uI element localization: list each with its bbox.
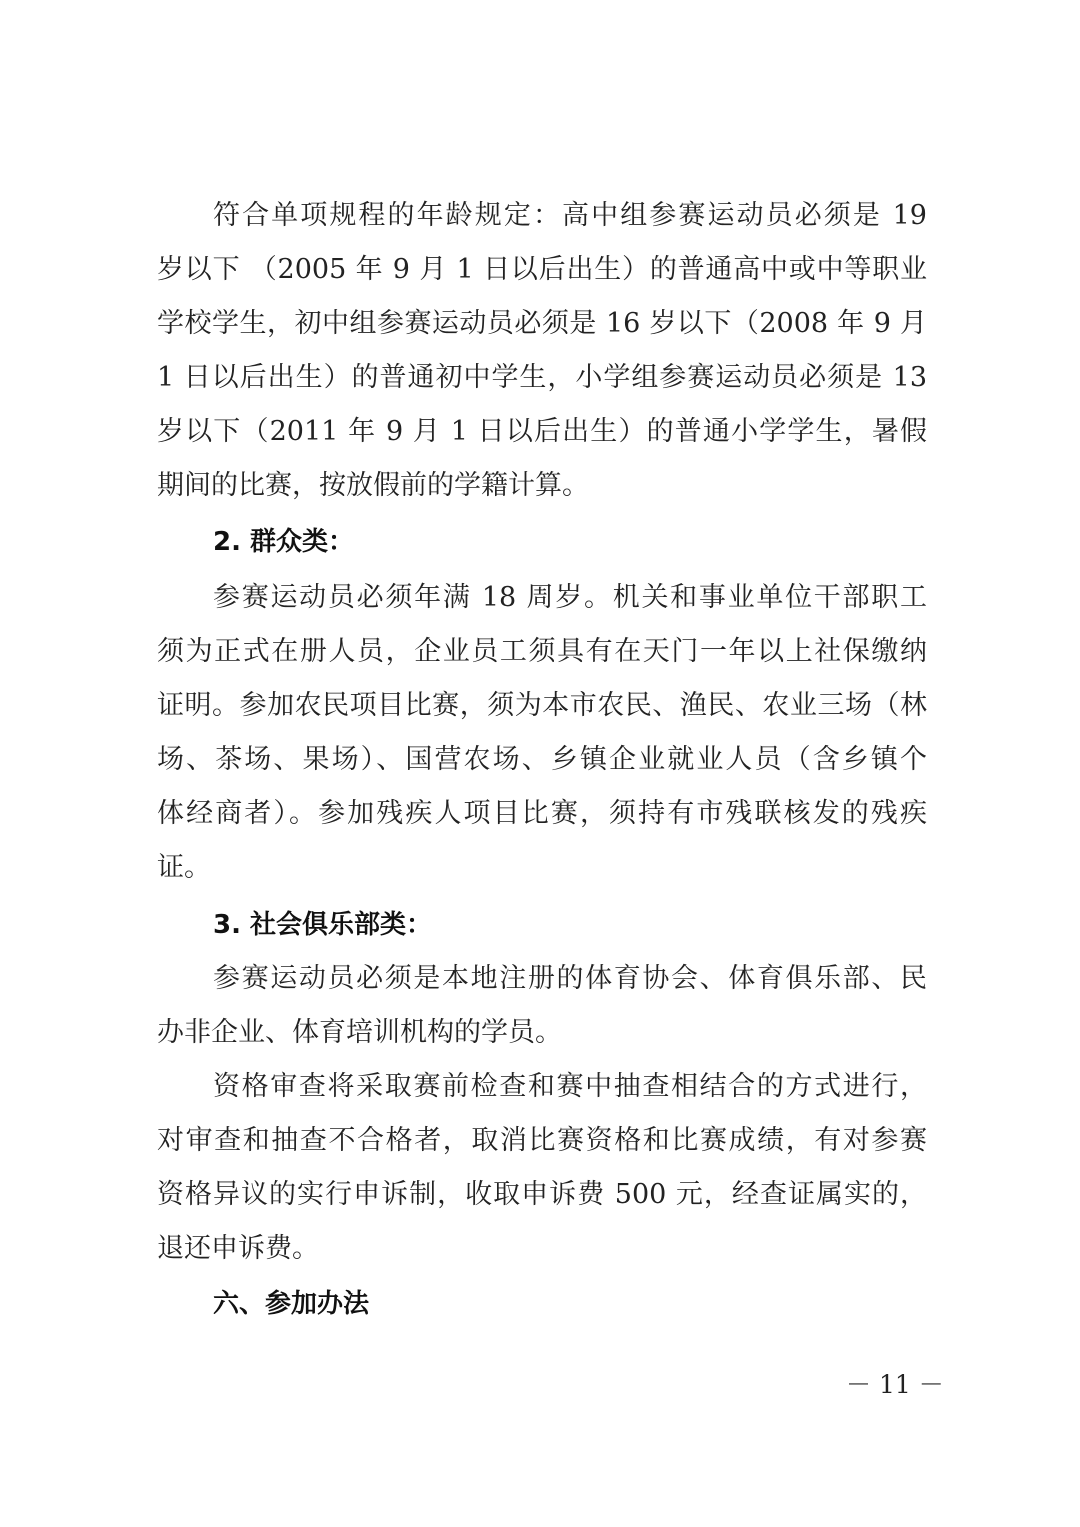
paragraph-line: 学校学生，初中组参赛运动员必须是 16 岁以下（2008 年 9 月: [157, 308, 927, 339]
paragraph-line: 符合单项规程的年龄规定：高中组参赛运动员必须是 19: [213, 200, 927, 231]
paragraph-line: 资格审查将采取赛前检查和赛中抽查相结合的方式进行，: [213, 1071, 927, 1102]
paragraph-line: 1 日以后出生）的普通初中学生，小学组参赛运动员必须是 13: [157, 362, 927, 393]
section-heading-3: 3. 社会俱乐部类：: [213, 910, 433, 940]
paragraph-line: 证。: [157, 852, 211, 883]
paragraph-line: 办非企业、体育培训机构的学员。: [157, 1017, 562, 1048]
paragraph-line: 期间的比赛，按放假前的学籍计算。: [157, 470, 589, 501]
paragraph-line: 岁以下 （2005 年 9 月 1 日以后出生）的普通高中或中等职业: [157, 254, 927, 285]
page-number: － 11 －: [846, 1370, 944, 1399]
paragraph-line: 体经商者）。参加残疾人项目比赛，须持有市残联核发的残疾: [157, 798, 927, 829]
paragraph-line: 证明。参加农民项目比赛，须为本市农民、渔民、农业三场（林: [157, 690, 927, 721]
paragraph-line: 参赛运动员必须年满 18 周岁。机关和事业单位干部职工: [213, 582, 927, 613]
paragraph-line: 退还申诉费。: [157, 1233, 319, 1264]
paragraph-line: 场、茶场、果场）、国营农场、乡镇企业就业人员（含乡镇个: [157, 744, 927, 775]
paragraph-line: 须为正式在册人员，企业员工须具有在天门一年以上社保缴纳: [157, 636, 927, 667]
section-heading-2: 2. 群众类：: [213, 527, 355, 557]
paragraph-line: 对审查和抽查不合格者，取消比赛资格和比赛成绩，有对参赛: [157, 1125, 927, 1156]
paragraph-line: 岁以下（2011 年 9 月 1 日以后出生）的普通小学学生，暑假: [157, 416, 927, 447]
paragraph-line: 资格异议的实行申诉制，收取申诉费 500 元，经查证属实的，: [157, 1179, 927, 1210]
paragraph-line: 参赛运动员必须是本地注册的体育协会、体育俱乐部、民: [213, 963, 927, 994]
section-heading-6: 六、参加办法: [213, 1289, 370, 1319]
